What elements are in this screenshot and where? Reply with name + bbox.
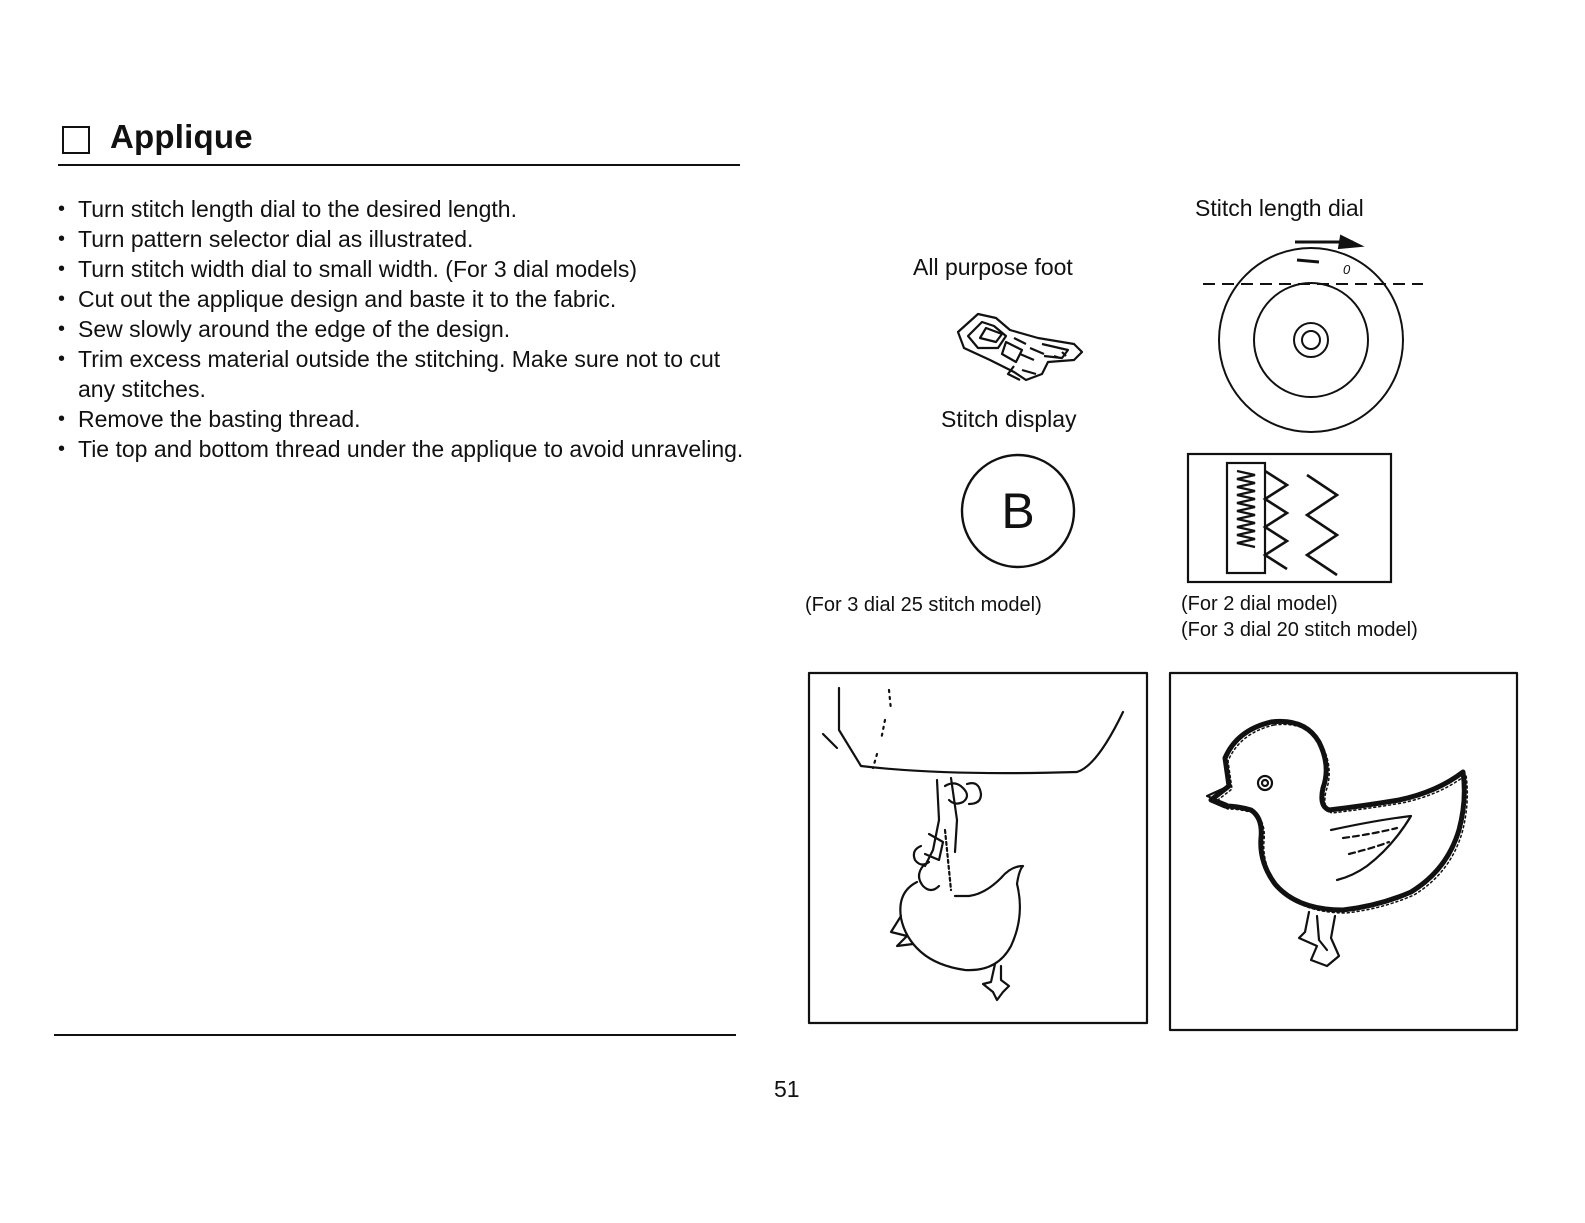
stitch-display-label: Stitch display — [941, 406, 1077, 432]
all-purpose-foot-label: All purpose foot — [913, 254, 1073, 280]
caption-group — [1181, 591, 1418, 643]
instruction-item: • Trim excess material outside the stitching. Make sure not to cut any stitches. — [58, 344, 748, 404]
dial-zero-mark: 0 — [1343, 262, 1351, 277]
instruction-item: • Turn stitch width dial to small width. (For 3 dial models) — [58, 254, 748, 284]
zigzag-pattern-icon — [1187, 453, 1393, 585]
title-divider — [58, 164, 740, 166]
section-title: Applique — [110, 118, 253, 155]
finished-duck-illustration — [1167, 670, 1519, 1032]
instruction-list — [58, 194, 748, 464]
stitch-display-icon — [958, 451, 1078, 571]
page-number: 51 — [774, 1076, 800, 1102]
caption-3dial-25-stitch: (For 3 dial 25 stitch model) — [805, 594, 1042, 616]
instruction-item: • Remove the basting thread. — [58, 404, 748, 434]
instruction-item: • Tie top and bottom thread under the applique to avoid unraveling. — [58, 434, 748, 464]
bottom-divider — [54, 1034, 736, 1036]
sewing-applique-illustration — [805, 670, 1150, 1026]
stitch-display-letter: B — [1001, 483, 1035, 539]
stitch-length-dial-label: Stitch length dial — [1195, 195, 1364, 221]
section-checkbox-icon — [62, 126, 90, 154]
presser-foot-icon — [950, 308, 1085, 386]
caption-3dial-20-stitch: (For 3 dial 20 stitch model) — [1181, 619, 1418, 641]
instruction-item: • Turn stitch length dial to the desired length. — [58, 194, 748, 224]
stitch-length-dial-icon — [1203, 232, 1423, 438]
instruction-item: • Sew slowly around the edge of the design. — [58, 314, 748, 344]
instruction-item: • Turn pattern selector dial as illustrated. — [58, 224, 748, 254]
instruction-item: • Cut out the applique design and baste it to the fabric. — [58, 284, 748, 314]
caption-2dial: (For 2 dial model) — [1181, 593, 1338, 615]
